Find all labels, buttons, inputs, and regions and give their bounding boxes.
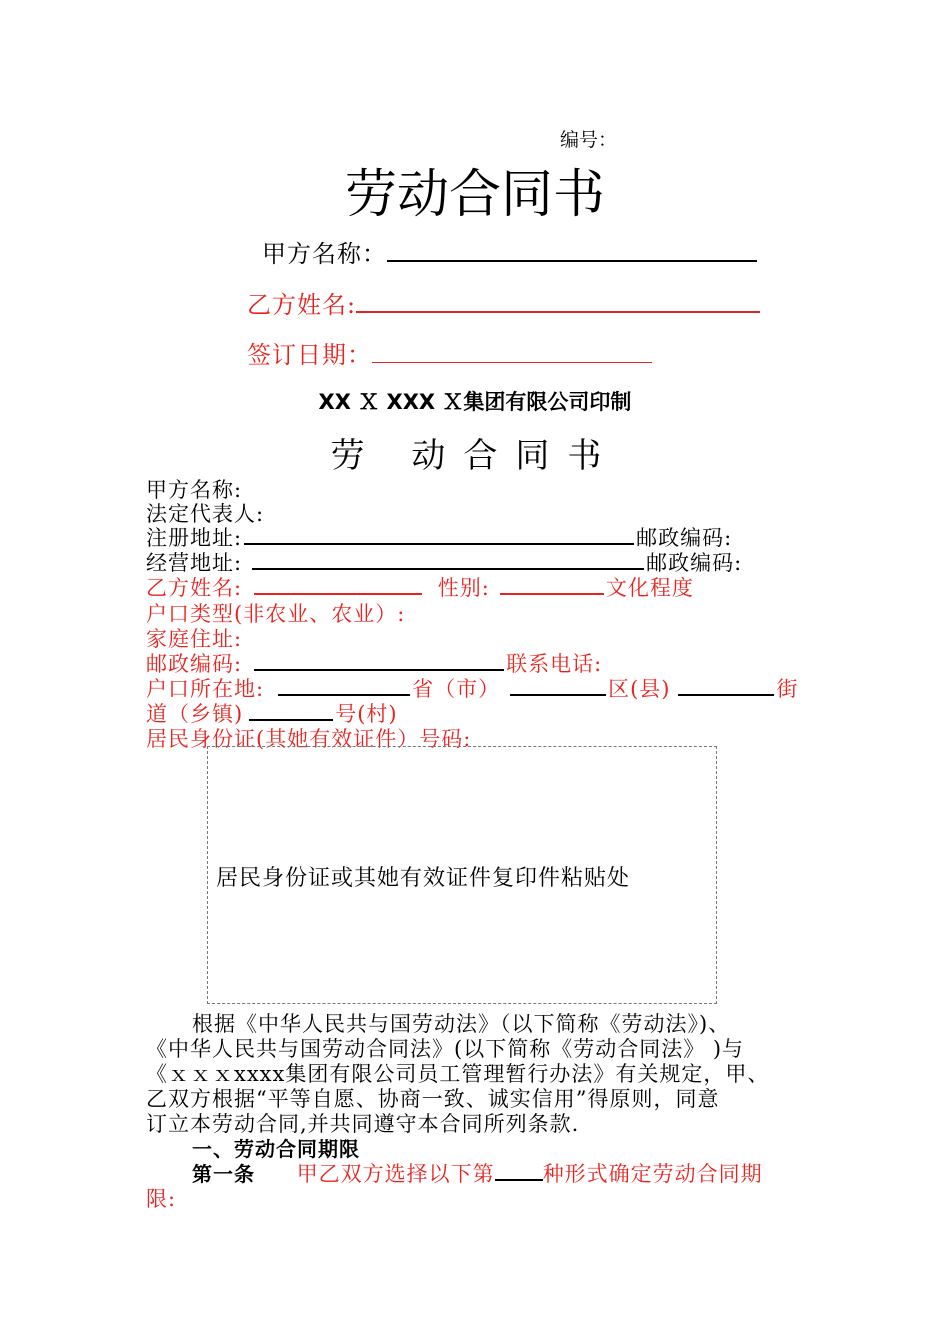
form-district-label: 区(县) bbox=[608, 677, 671, 701]
form-party-b-label: 乙方姓名: bbox=[146, 576, 243, 600]
form-district-field[interactable] bbox=[510, 693, 606, 696]
cover-party-b-label: 乙方姓名: bbox=[247, 291, 357, 319]
form-postcode3-field[interactable] bbox=[254, 668, 504, 671]
article-1-text-a: 甲乙双方选择以下第 bbox=[296, 1162, 495, 1186]
serial-number-label: 编号： bbox=[560, 129, 618, 151]
form-number-village-label: 号(村) bbox=[335, 702, 398, 726]
cover-party-a-label: 甲方名称： bbox=[262, 240, 387, 268]
article-1-row bbox=[192, 1158, 763, 1188]
form-province-field[interactable] bbox=[278, 693, 410, 696]
cover-party-a-field[interactable] bbox=[387, 259, 757, 262]
cover-sign-date-field[interactable] bbox=[372, 361, 652, 363]
form-op-address-label: 经营地址: bbox=[146, 551, 243, 575]
form-education-label: 文化程度 bbox=[605, 576, 694, 600]
form-gender-label: 性别: bbox=[437, 576, 490, 600]
body-line-4: 乙双方根据“平等自愿、协商一致、诚实信用”得原则，同意 bbox=[146, 1087, 720, 1111]
form-postcode2-label: 邮政编码: bbox=[646, 551, 743, 575]
cover-party-a-row bbox=[262, 234, 757, 269]
body-line-1: 根据《中华人民共与国劳动法》（以下简称《劳动法》)、 bbox=[192, 1012, 731, 1036]
body-line-5: 订立本劳动合同,并共同遵守本合同所列条款. bbox=[146, 1112, 580, 1136]
form-number-field[interactable] bbox=[249, 718, 333, 721]
cover-title: 劳动合同书 bbox=[344, 165, 605, 225]
form-hukou-type: 户口类型(非农业、农业）: bbox=[146, 602, 406, 626]
printer-line: XX Ｘ XXX Ｘ集团有限公司印制 bbox=[318, 390, 632, 414]
cover-sign-date-row bbox=[247, 335, 652, 370]
form-reg-address-field[interactable] bbox=[244, 542, 634, 545]
section-heading-1: 一、劳动合同期限 bbox=[192, 1137, 360, 1161]
article-1-text-c: 限: bbox=[146, 1187, 177, 1211]
form-reg-address-label: 注册地址: bbox=[146, 526, 243, 550]
cover-sign-date-label: 签订日期： bbox=[247, 341, 372, 369]
article-1-label: 第一条 bbox=[192, 1162, 255, 1186]
form-op-address-field[interactable] bbox=[252, 567, 644, 570]
form-id-card-label: 居民身份证(其她有效证件）号码: bbox=[146, 727, 472, 751]
cover-party-b-field[interactable] bbox=[356, 310, 760, 313]
form-phone-label: 联系电话: bbox=[506, 652, 603, 676]
paste-box-label: 居民身份证或其她有效证件复印件粘贴处 bbox=[216, 866, 631, 891]
form-party-a-name: 甲方名称: bbox=[146, 478, 243, 502]
form-street-b-label: 道（乡镇) bbox=[146, 702, 244, 726]
form-gender-field[interactable] bbox=[500, 592, 604, 595]
body-line-3: 《ｘｘｘxxxx集团有限公司员工管理暂行办法》有关规定，甲、 bbox=[146, 1062, 770, 1086]
form-street-field[interactable] bbox=[678, 693, 774, 696]
article-1-text-b: 种形式确定劳动合同期 bbox=[542, 1162, 763, 1186]
body-line-2: 《中华人民共与国劳动合同法》(以下简称《劳动合同法》 )与 bbox=[146, 1037, 745, 1061]
article-1-blank[interactable] bbox=[495, 1178, 543, 1181]
main-title: 劳 动合同书 bbox=[330, 436, 620, 476]
cover-party-b-row bbox=[247, 285, 760, 320]
id-copy-paste-box bbox=[207, 746, 717, 1004]
form-province-label: 省（市） bbox=[412, 677, 501, 701]
form-postcode1-label: 邮政编码: bbox=[636, 526, 733, 550]
form-hukou-location-label: 户口所在地: bbox=[146, 677, 265, 701]
form-street-a-label: 街 bbox=[776, 677, 799, 701]
form-home-address: 家庭住址: bbox=[146, 627, 243, 651]
form-legal-rep: 法定代表人: bbox=[146, 502, 265, 526]
form-party-b-field[interactable] bbox=[254, 592, 422, 595]
form-postcode3-label: 邮政编码: bbox=[146, 652, 243, 676]
